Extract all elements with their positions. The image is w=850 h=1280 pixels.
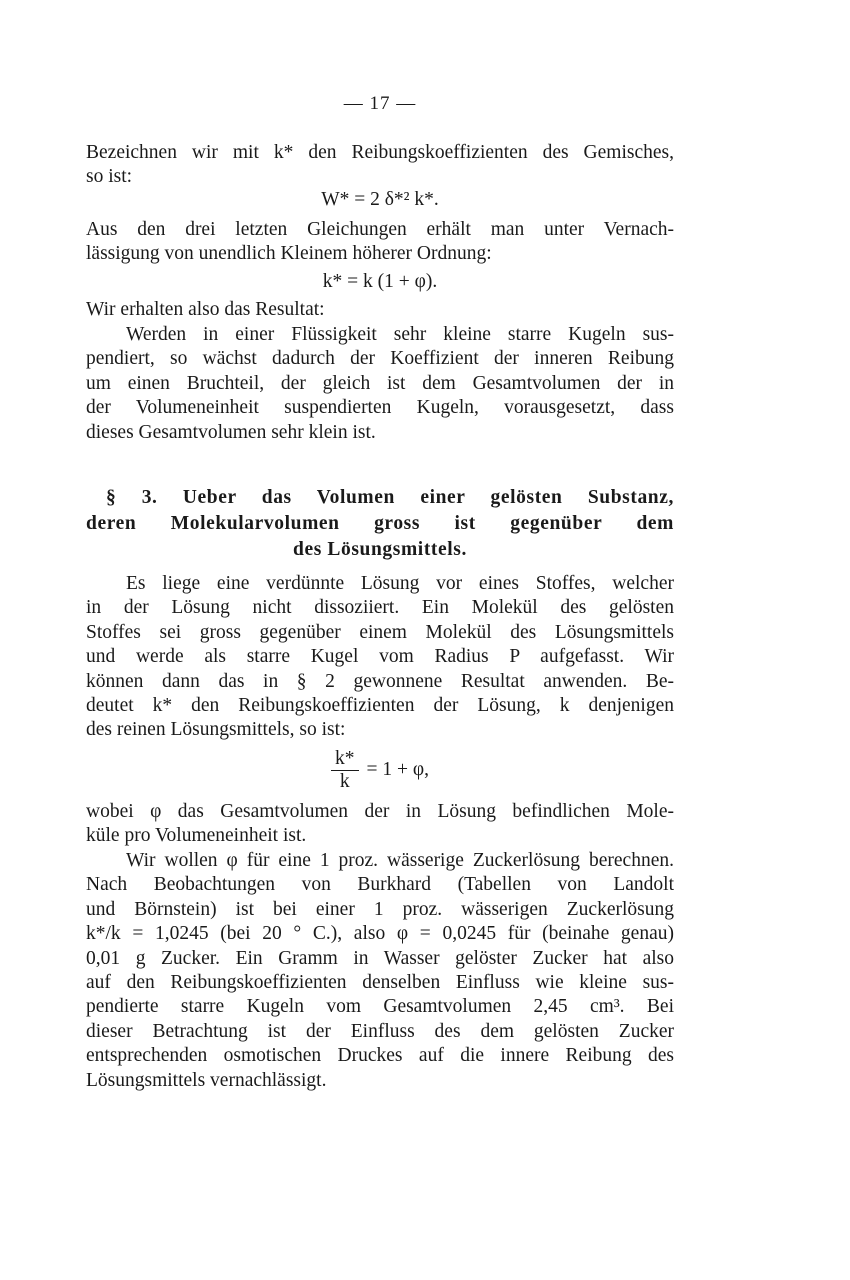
text-line: k*/k = 1,0245 (bei 20 ° C.), also φ = 0,0245 für (beinahe genau) [86, 923, 674, 945]
equation-w-star: W* = 2 δ*² k*. [321, 189, 439, 210]
text-line: Stoffes sei gross gegenüber einem Molekül des Lösungsmittels [86, 621, 674, 643]
fraction-rhs: = 1 + φ, [366, 758, 429, 780]
text-line: der Volumeneinheit suspendierten Kugeln, vorausgesetzt, dass [86, 397, 674, 419]
fraction-denominator: k [339, 771, 350, 792]
text-line: wobei φ das Gesamtvolumen der in Lösung befindlichen Mole- [86, 801, 674, 822]
paragraph-neglect [86, 218, 674, 267]
heading-line: § 3. Ueber das Volumen einer gelösten Substanz, [106, 487, 674, 508]
text-line: und Börnstein) ist bei einer 1 proz. wässerigen Zuckerlösung [86, 898, 674, 920]
paragraph-solution [86, 572, 674, 743]
text-line: 0,01 g Zucker. Ein Gramm in Wasser gelöster Zucker hat also [86, 947, 674, 969]
text-line: so ist: [86, 166, 133, 188]
text-line: Wir wollen φ für eine 1 proz. wässerige Zuckerlösung berechnen. [126, 850, 674, 871]
text-line: pendiert, so wächst dadurch der Koeffizient der inneren Reibung [86, 348, 674, 370]
text-line: Lösungsmittels vernachlässigt. [86, 1069, 327, 1091]
text-line: können dann das in § 2 gewonnene Resultat anwenden. Be- [86, 670, 674, 692]
text-line: lässigung von unendlich Kleinem höherer Ordnung: [86, 243, 492, 265]
text-line: um einen Bruchteil, der gleich ist dem Gesamtvolumen der in [86, 372, 674, 394]
text-line: Werden in einer Flüssigkeit sehr kleine starre Kugeln sus- [126, 324, 674, 345]
text-line: auf den Reibungskoeffizienten denselben Einfluss wie kleine sus- [86, 971, 674, 993]
paragraph-intro [86, 141, 674, 190]
text-line: Es liege eine verdünnte Lösung vor eines Stoffes, welcher [126, 573, 674, 594]
text-line: Aus den drei letzten Gleichungen erhält man unter Vernach- [86, 219, 674, 240]
equation-k-star: k* = k (1 + φ). [322, 271, 438, 292]
paragraph-sugar [86, 849, 674, 1093]
text-line: deutet k* den Reibungskoeffizienten der Lösung, k denjenigen [86, 694, 674, 716]
text-line: Nach Beobachtungen von Burkhard (Tabellen von Landolt [86, 874, 674, 896]
text-line: dieses Gesamtvolumen sehr klein ist. [86, 421, 376, 443]
paragraph-phi-definition [86, 800, 674, 849]
paragraph-result-intro [86, 298, 674, 322]
text-line: in der Lösung nicht dissoziiert. Ein Molekül des gelösten [86, 597, 674, 619]
text-line: dieser Betrachtung ist der Einfluss des dem gelösten Zucker [86, 1020, 674, 1042]
text-line: und werde als starre Kugel vom Radius P aufgefasst. Wir [86, 646, 674, 668]
fraction-numerator: k* [331, 748, 359, 771]
page-number: — 17 — [343, 93, 417, 114]
book-page [86, 0, 674, 1280]
text-line: küle pro Volumeneinheit ist. [86, 825, 307, 847]
section-heading [86, 485, 674, 563]
text-line: pendierte starre Kugeln vom Gesamtvolumen 2,45 cm³. Bei [86, 996, 674, 1018]
heading-line: des Lösungsmittels. [293, 539, 467, 560]
text-line: Wir erhalten also das Resultat: [86, 299, 325, 320]
text-line: des reinen Lösungsmittels, so ist: [86, 719, 346, 741]
heading-line: deren Molekularvolumen gross ist gegenüber dem [86, 513, 674, 534]
equation-fraction [86, 748, 674, 793]
text-line: Bezeichnen wir mit k* den Reibungskoeffizienten des Gemisches, [86, 142, 674, 163]
text-line: entsprechenden osmotischen Druckes auf die innere Reibung des [86, 1045, 674, 1067]
fraction [331, 748, 359, 793]
paragraph-result [86, 323, 674, 445]
